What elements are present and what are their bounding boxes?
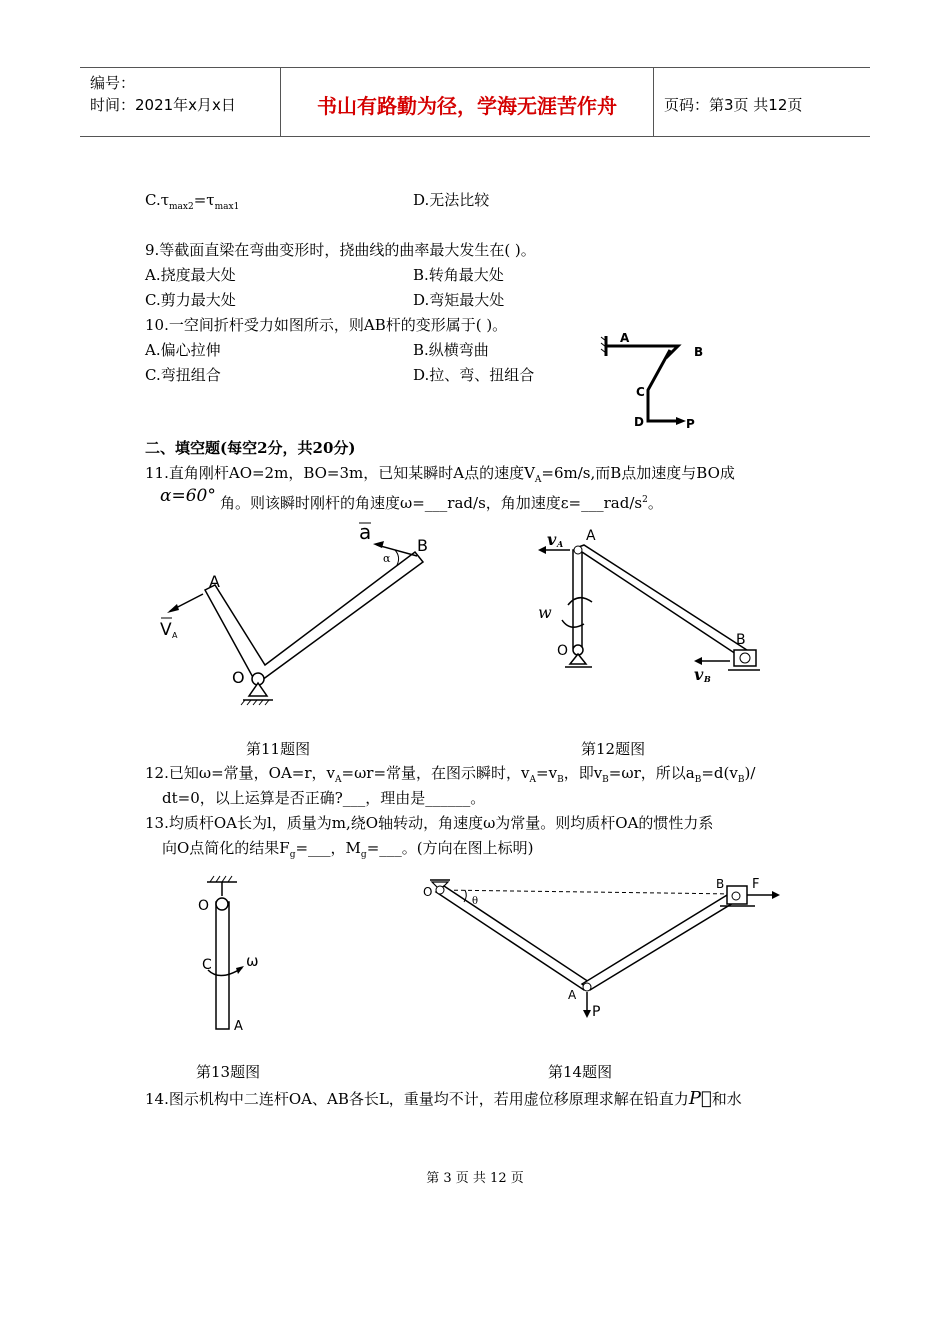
- q9-option-d: D.弯矩最大处: [413, 291, 505, 309]
- q14-label-theta: θ: [472, 896, 479, 907]
- q10-label-b: B: [694, 345, 704, 359]
- q12-label-w: w: [538, 603, 552, 622]
- q11-alpha: α=60°: [160, 486, 216, 506]
- q12-label-o: O: [557, 643, 569, 659]
- q13-line2: 向O点简化的结果$F_g=\_\_\_$，$M_g=\_\_\_$。(方向在图上标明): [162, 839, 534, 860]
- q10-option-b: B.纵横弯曲: [413, 341, 489, 359]
- q14-label-b: B: [716, 877, 725, 891]
- q9-option-a: A.挠度最大处: [145, 266, 236, 284]
- q9-stem: 9.等截面直梁在弯曲变形时，挠曲线的曲率最大发生在( )。: [145, 241, 536, 259]
- q12-line1: 12.已知ω=常量，OA=r，$v_A=\omega r=$常量，在图示瞬时，$v_A=v_B$，即$v_B=\omega r$，所以$a_B=d(v_B)/$: [145, 764, 756, 785]
- q13-caption: 第13题图: [196, 1063, 261, 1081]
- q10-option-d: D.拉、弯、扭组合: [413, 366, 535, 384]
- q11-label-acc: a: [359, 520, 372, 544]
- q14-label-o: O: [423, 885, 433, 899]
- q8-option-c: $C.\tau_{max2}=\tau_{max1}$: [145, 191, 240, 212]
- q10-label-d: D: [634, 415, 644, 429]
- q10-stem: 10.一空间折杆受力如图所示，则AB杆的变形属于( )。: [145, 316, 508, 334]
- section2-title: 二、填空题(每空2分，共20分): [145, 439, 356, 457]
- q11-label-a: A: [209, 572, 220, 591]
- q10-option-a: A.偏心拉伸: [145, 341, 221, 359]
- q9-option-b: B.转角最大处: [413, 266, 504, 284]
- q10-figure: [598, 328, 708, 433]
- q14-label-f: F: [752, 877, 760, 892]
- header-right-cell: [654, 68, 870, 136]
- svg-text:A: A: [557, 539, 564, 549]
- header-left-cell: [80, 68, 281, 136]
- q12-figure: [530, 520, 770, 690]
- q11-line2: 角。则该瞬时刚杆的角速度ω=___rad/s，角加速度$\varepsilon=\_\_\_rad/s^2$。: [220, 494, 663, 512]
- q11-line1: 11.直角刚杆AO=2m，BO=3m，已知某瞬时A点的速度$V_A=6m/s$,而B点加速度与BO成: [145, 464, 735, 485]
- q14-label-a: A: [568, 988, 577, 1002]
- header-motto: 书山有路勤为径，学海无涯苦作舟: [317, 94, 617, 118]
- q13-label-o: O: [198, 898, 210, 914]
- q14-label-p: P: [592, 1004, 601, 1020]
- q11-label-va: V: [160, 620, 172, 640]
- q13-label-a: A: [234, 1019, 243, 1034]
- number-label: 编号：: [90, 74, 136, 92]
- q11-label-alpha: α: [383, 552, 391, 565]
- q14-figure: [420, 868, 790, 1028]
- q12-caption: 第12题图: [581, 740, 646, 758]
- q11-figure: [155, 515, 430, 710]
- q12-label-a: A: [586, 528, 596, 544]
- q11-caption: 第11题图: [246, 740, 311, 758]
- header-middle-cell: [281, 68, 654, 136]
- q13-label-c: C: [202, 957, 212, 973]
- q14-line1: 14.图示机构中二连杆OA、AB各长L，重量均不计，若用虚位移原理求解在铅直力P⃗和水: [145, 1088, 742, 1109]
- q14-caption: 第14题图: [548, 1063, 613, 1081]
- q12-label-vb: v: [694, 665, 704, 684]
- q10-label-p: P: [686, 417, 695, 431]
- q10-label-c: C: [636, 385, 645, 399]
- document-header: [80, 67, 870, 137]
- q8-option-d: D.无法比较: [413, 191, 490, 209]
- q10-label-a: A: [620, 331, 630, 345]
- svg-text:A: A: [172, 631, 178, 640]
- q12-line2: dt=0，以上运算是否正确?___，理由是______。: [162, 789, 486, 807]
- q11-label-o: O: [232, 668, 245, 687]
- q11-label-b: B: [417, 536, 428, 555]
- q12-label-b: B: [736, 632, 746, 648]
- q13-figure: [190, 870, 270, 1035]
- q13-line1: 13.均质杆OA长为l，质量为m,绕O轴转动，角速度ω为常量。则均质杆OA的惯性力系: [145, 814, 714, 832]
- q13-label-w: ω: [246, 952, 259, 970]
- q12-label-va: v: [547, 530, 557, 549]
- q10-option-c: C.弯扭组合: [145, 366, 221, 384]
- page-info: 页码：第3页 共12页: [664, 96, 803, 114]
- page-footer: 第 3 页 共 12 页: [426, 1171, 524, 1186]
- svg-text:B: B: [704, 674, 711, 684]
- q9-option-c: C.剪力最大处: [145, 291, 236, 309]
- date-label: 时间：2021年x月x日: [90, 96, 236, 114]
